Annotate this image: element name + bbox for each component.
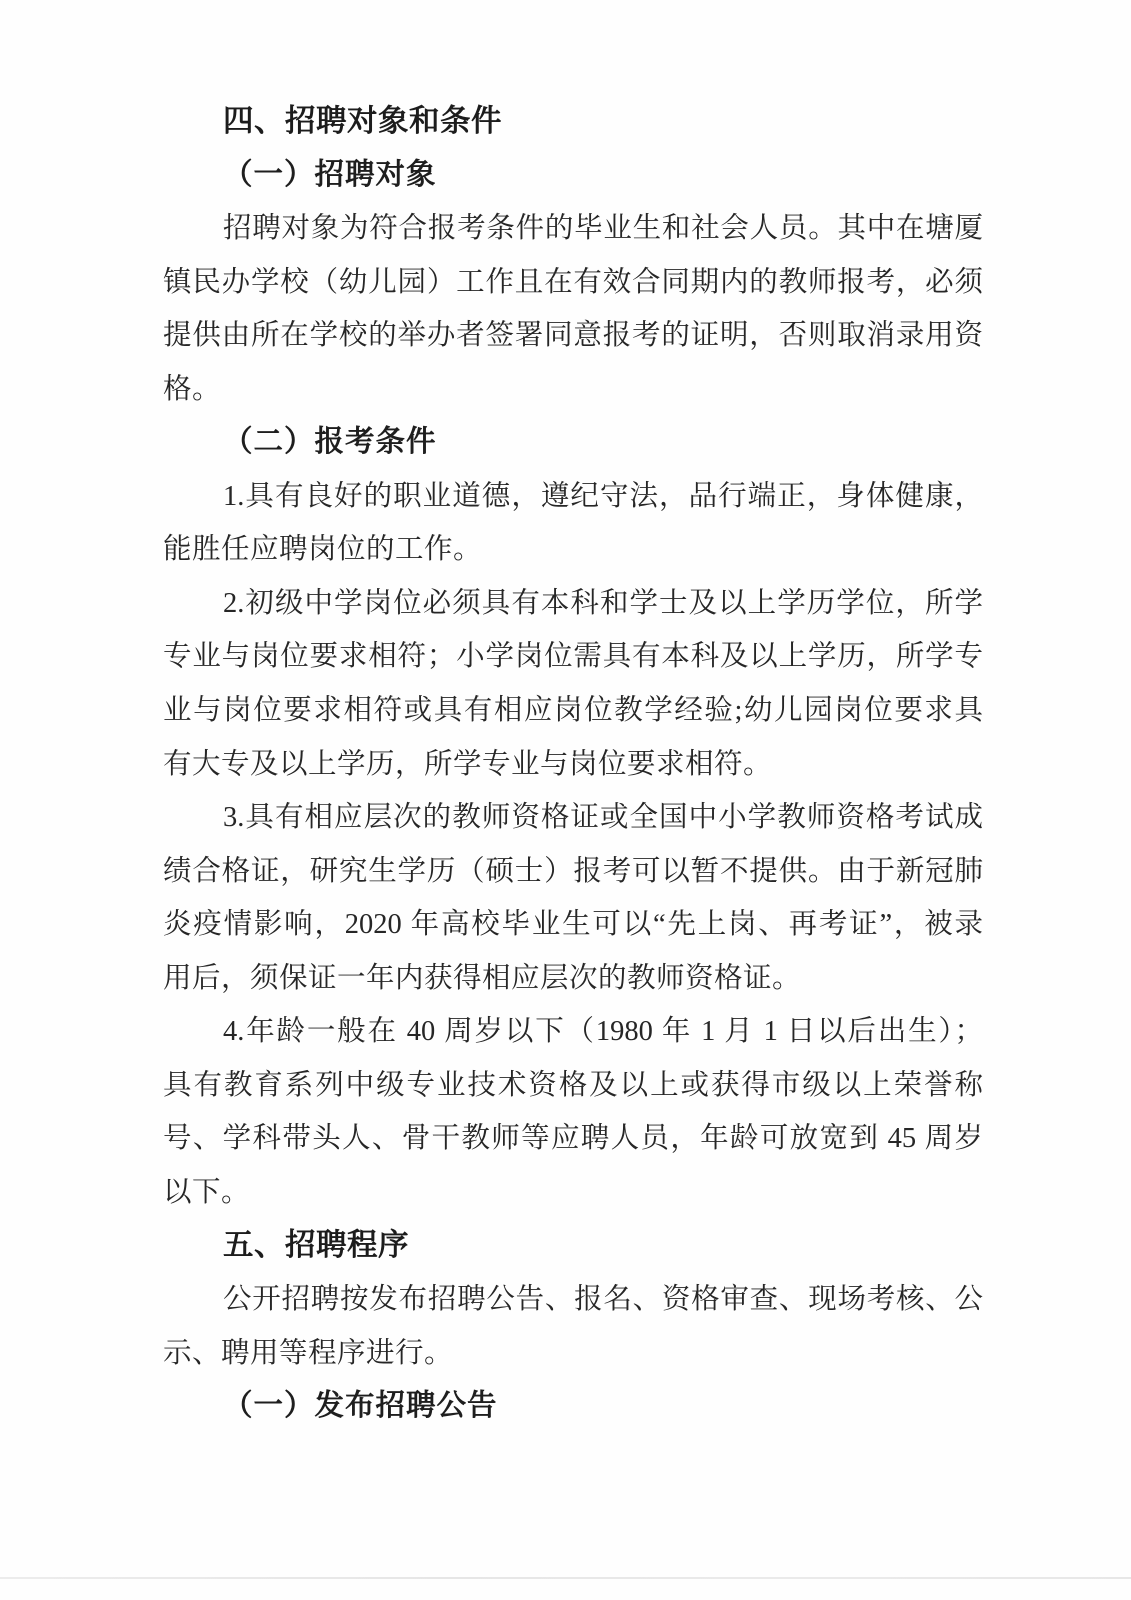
body-text-line: 示、聘用等程序进行。: [163, 1337, 454, 1369]
body-text-line: 号、学科带头人、骨干教师等应聘人员，年龄可放宽到 45 周岁: [163, 1123, 983, 1155]
body-text-line: 炎疫情影响，2020 年高校毕业生可以“先上岗、再考证”，被录: [163, 909, 983, 941]
body-text-line: 4.年龄一般在 40 周岁以下（1980 年 1 月 1 日以后出生）；: [223, 1016, 983, 1048]
body-text-line: 专业与岗位要求相符；小学岗位需具有本科及以上学历，所学专: [163, 641, 983, 673]
body-text-line: 镇民办学校（幼儿园）工作且在有效合同期内的教师报考，必须: [163, 266, 983, 298]
body-text-line: 招聘对象为符合报考条件的毕业生和社会人员。其中在塘厦: [223, 213, 983, 245]
body-text-line: 用后，须保证一年内获得相应层次的教师资格证。: [163, 962, 802, 994]
scan-edge-line: [0, 1577, 1131, 1579]
body-text-line: 格。: [163, 373, 222, 405]
body-text-line: 能胜任应聘岗位的工作。: [163, 534, 483, 566]
body-text-line: 2.初级中学岗位必须具有本科和学士及以上学历学位，所学: [223, 587, 983, 619]
body-text-line: 提供由所在学校的举办者签署同意报考的证明，否则取消录用资: [163, 320, 983, 352]
body-text-line: 绩合格证，研究生学历（硕士）报考可以暂不提供。由于新冠肺: [163, 855, 983, 887]
body-text-line: 公开招聘按发布招聘公告、报名、资格审查、现场考核、公: [223, 1284, 983, 1316]
body-text-line: 业与岗位要求相符或具有相应岗位教学经验;幼儿园岗位要求具: [163, 695, 983, 727]
section-heading: 四、招聘对象和条件: [223, 104, 502, 138]
body-text-line: 3.具有相应层次的教师资格证或全国中小学教师资格考试成: [223, 802, 983, 834]
sub-heading: （二）报考条件: [223, 426, 437, 459]
body-text-line: 1.具有良好的职业道德，遵纪守法，品行端正，身体健康，: [223, 480, 983, 512]
document-text-block: [163, 95, 983, 1434]
section-heading: 五、招聘程序: [223, 1228, 409, 1263]
body-text-line: 以下。: [163, 1176, 251, 1208]
body-text-line: 有大专及以上学历，所学专业与岗位要求相符。: [163, 748, 773, 780]
sub-heading: （一）发布招聘公告: [223, 1390, 498, 1423]
body-text-line: 具有教育系列中级专业技术资格及以上或获得市级以上荣誉称: [163, 1069, 983, 1101]
sub-heading: （一）招聘对象: [223, 158, 437, 191]
